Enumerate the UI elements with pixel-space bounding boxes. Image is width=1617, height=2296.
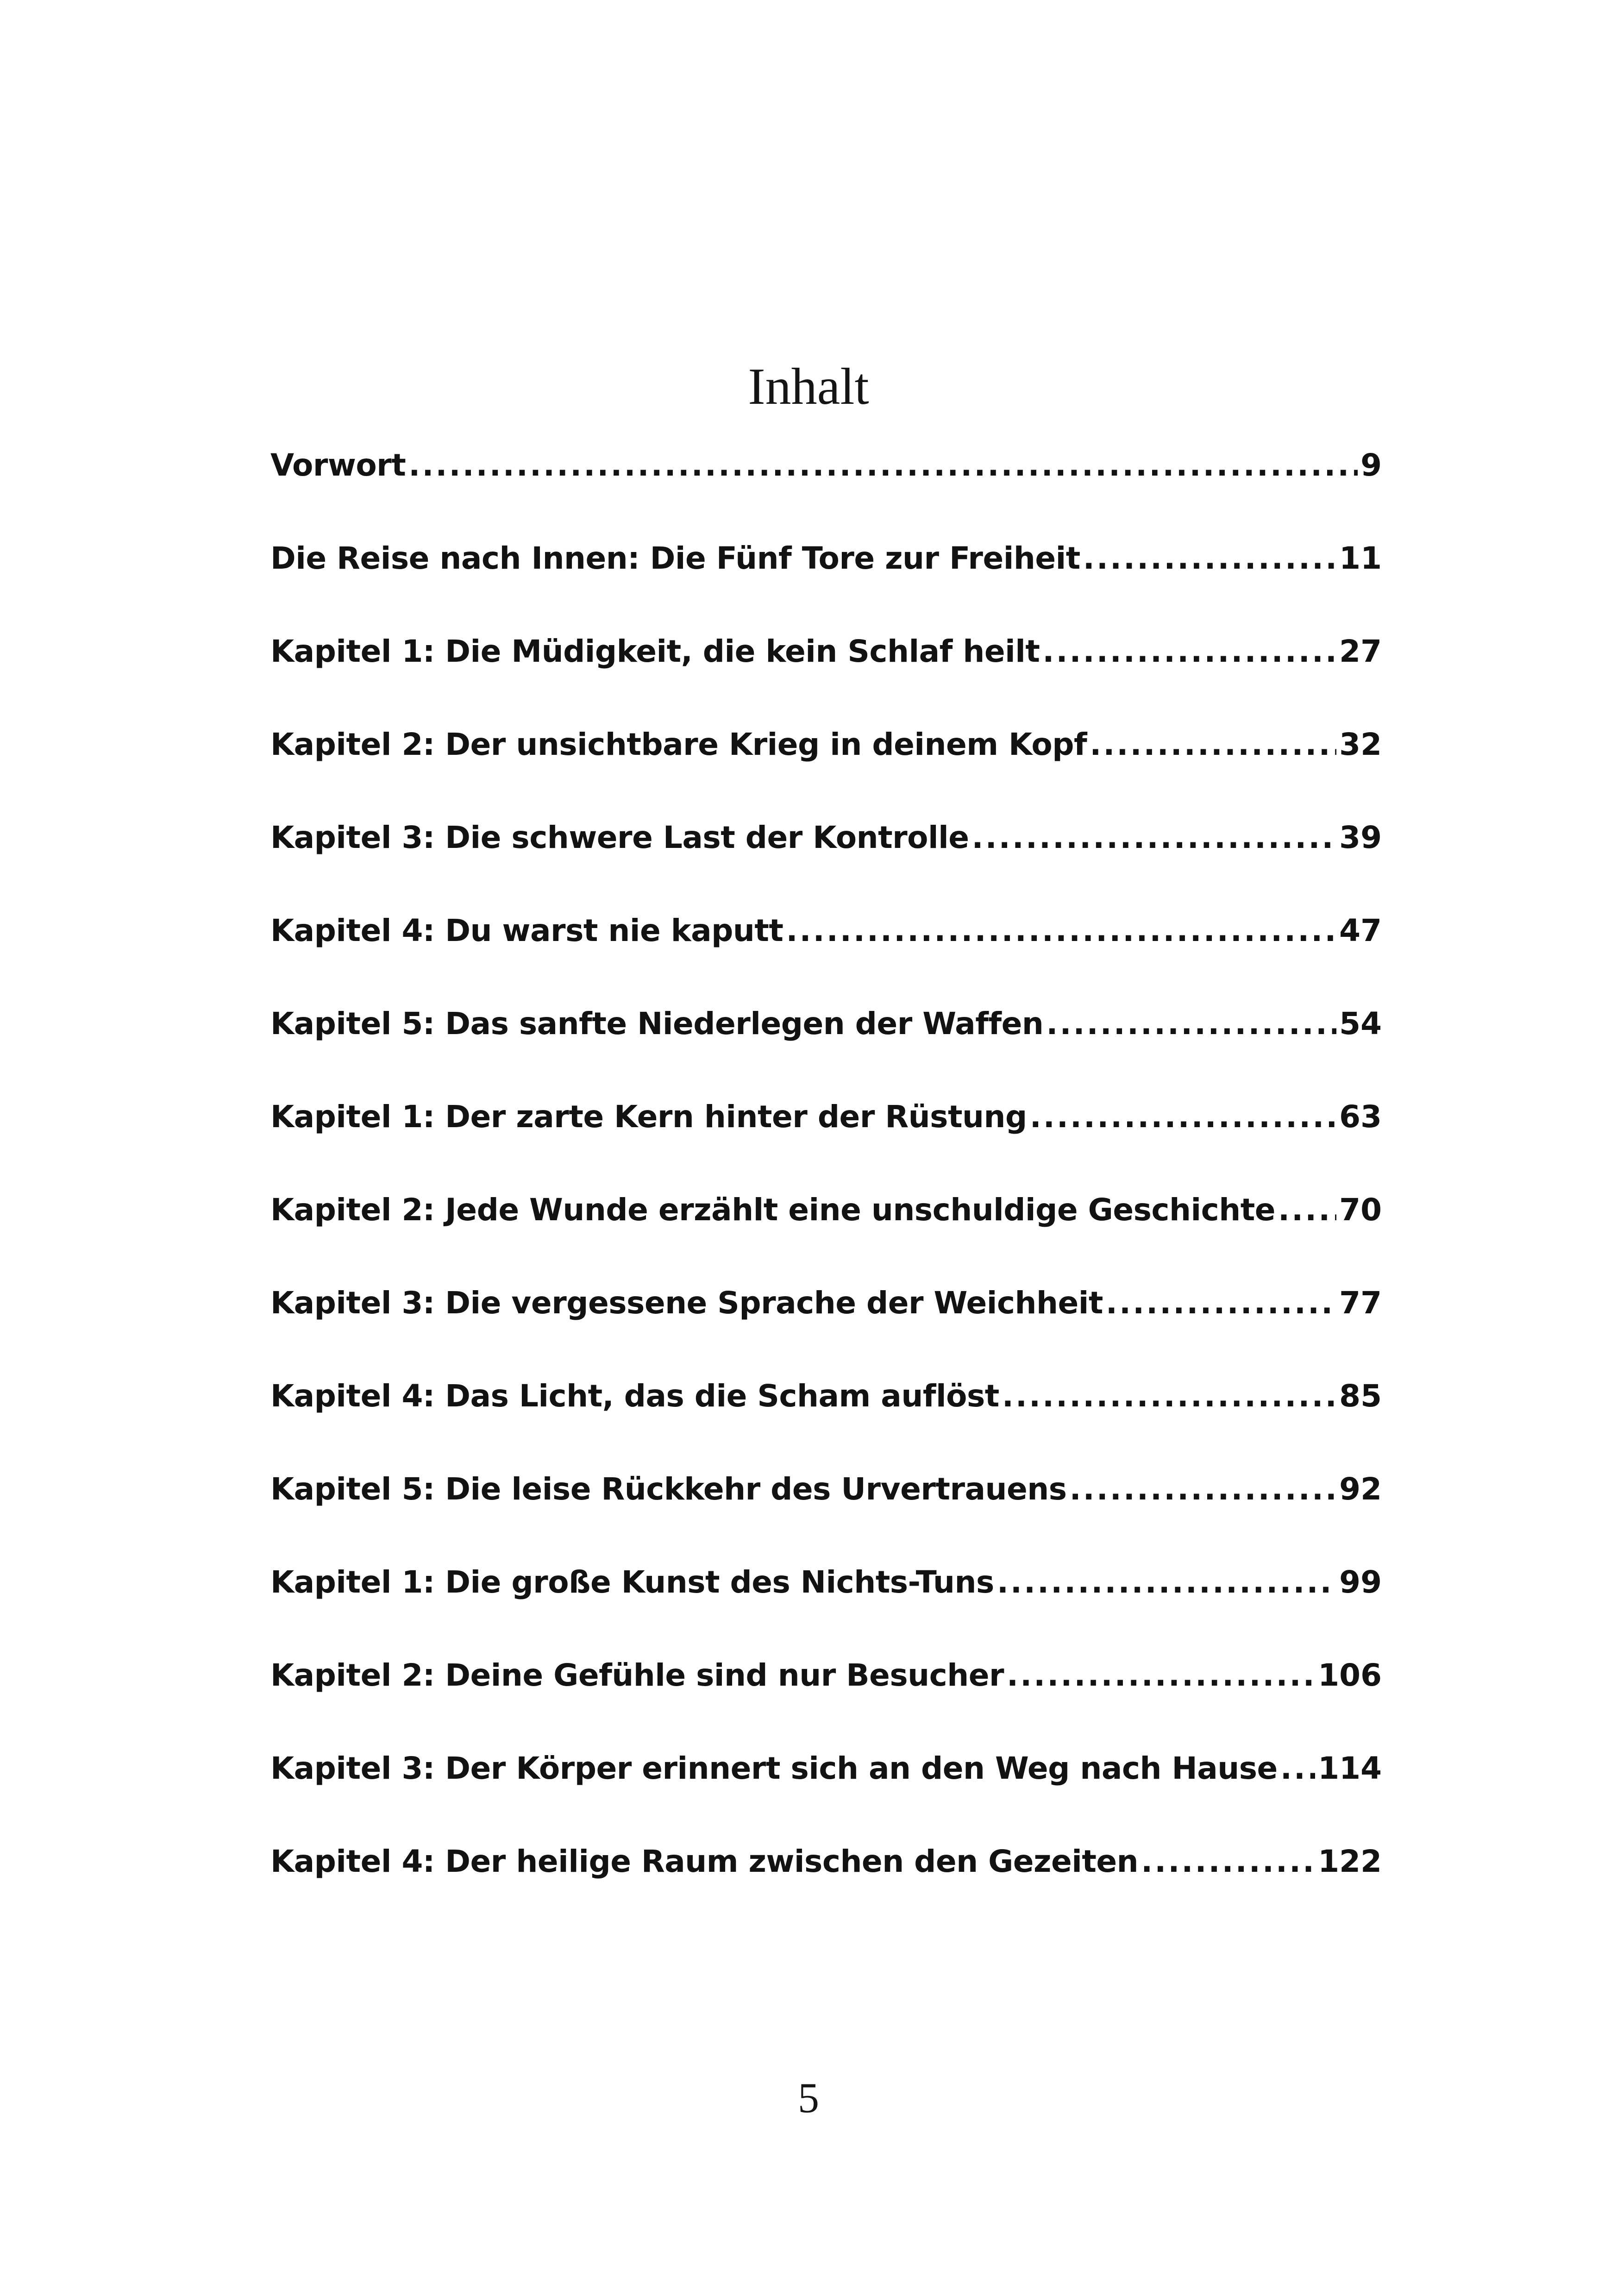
toc-entry[interactable] bbox=[270, 440, 1382, 533]
toc-entry-label: Kapitel 1: Die große Kunst des Nichts-Tuns bbox=[270, 1564, 994, 1600]
toc-entry[interactable] bbox=[270, 812, 1382, 905]
toc-entry-label: Vorwort bbox=[270, 447, 406, 483]
toc-entry[interactable] bbox=[270, 1371, 1382, 1464]
toc-entry-page-number: 11 bbox=[1339, 540, 1382, 576]
toc-entry[interactable] bbox=[270, 1743, 1382, 1836]
toc-entry-page-number: 85 bbox=[1339, 1378, 1382, 1414]
toc-entry-label: Kapitel 2: Der unsichtbare Krieg in deinem Kopf bbox=[270, 727, 1087, 762]
toc-entry-label: Kapitel 1: Der zarte Kern hinter der Rüstung bbox=[270, 1099, 1027, 1135]
toc-dot-leader bbox=[1106, 1278, 1336, 1329]
toc-entry-label: Kapitel 3: Der Körper erinnert sich an den Weg nach Hause bbox=[270, 1750, 1278, 1786]
toc-dot-leader bbox=[408, 440, 1358, 491]
toc-entry[interactable] bbox=[270, 1185, 1382, 1278]
page-title: Inhalt bbox=[748, 358, 869, 416]
toc-entry-page-number: 92 bbox=[1339, 1471, 1382, 1507]
toc-dot-leader bbox=[1046, 998, 1336, 1049]
toc-dot-leader bbox=[1002, 1371, 1336, 1422]
toc-entry[interactable] bbox=[270, 1557, 1382, 1650]
toc-entry[interactable] bbox=[270, 1092, 1382, 1185]
toc-entry-page-number: 70 bbox=[1339, 1192, 1382, 1228]
toc-dot-leader bbox=[1083, 533, 1336, 584]
toc-dot-leader bbox=[1042, 626, 1336, 677]
toc-entry-page-number: 39 bbox=[1339, 820, 1382, 855]
toc-entry[interactable] bbox=[270, 1836, 1382, 1929]
toc-dot-leader bbox=[1030, 1092, 1336, 1142]
toc-dot-leader bbox=[786, 905, 1336, 956]
toc-entry-page-number: 122 bbox=[1318, 1844, 1382, 1879]
toc-entry-page-number: 63 bbox=[1339, 1099, 1382, 1135]
toc-dot-leader bbox=[1280, 1743, 1315, 1794]
toc-entry-label: Kapitel 5: Das sanfte Niederlegen der Waffen bbox=[270, 1006, 1044, 1041]
toc-entry-page-number: 106 bbox=[1318, 1657, 1382, 1693]
toc-entry-label: Kapitel 5: Die leise Rückkehr des Urvertrauens bbox=[270, 1471, 1067, 1507]
toc-entry[interactable] bbox=[270, 1278, 1382, 1371]
toc-dot-leader bbox=[1141, 1836, 1315, 1887]
toc-dot-leader bbox=[1070, 1464, 1337, 1515]
page-number: 5 bbox=[798, 2074, 819, 2121]
toc-entry-label: Kapitel 4: Du warst nie kaputt bbox=[270, 913, 783, 948]
toc-dot-leader bbox=[997, 1557, 1336, 1608]
table-of-contents bbox=[270, 440, 1382, 1929]
toc-entry-page-number: 47 bbox=[1339, 913, 1382, 948]
toc-entry[interactable] bbox=[270, 1464, 1382, 1557]
toc-entry-label: Kapitel 2: Deine Gefühle sind nur Besucher bbox=[270, 1657, 1004, 1693]
toc-dot-leader bbox=[1007, 1650, 1315, 1701]
toc-entry-label: Kapitel 3: Die schwere Last der Kontrolle bbox=[270, 820, 969, 855]
toc-entry-page-number: 99 bbox=[1339, 1564, 1382, 1600]
toc-entry[interactable] bbox=[270, 998, 1382, 1092]
toc-entry[interactable] bbox=[270, 1650, 1382, 1743]
toc-dot-leader bbox=[1278, 1185, 1336, 1236]
toc-entry[interactable] bbox=[270, 905, 1382, 998]
toc-dot-leader bbox=[1090, 719, 1336, 770]
toc-entry-page-number: 114 bbox=[1318, 1750, 1382, 1786]
toc-dot-leader bbox=[972, 812, 1337, 863]
toc-entry-page-number: 27 bbox=[1339, 634, 1382, 669]
toc-entry-page-number: 54 bbox=[1339, 1006, 1382, 1041]
toc-entry-label: Kapitel 4: Der heilige Raum zwischen den Gezeiten bbox=[270, 1844, 1139, 1879]
toc-entry-label: Kapitel 4: Das Licht, das die Scham auflöst bbox=[270, 1378, 999, 1414]
toc-entry-page-number: 77 bbox=[1339, 1285, 1382, 1321]
toc-entry[interactable] bbox=[270, 719, 1382, 812]
toc-entry[interactable] bbox=[270, 533, 1382, 626]
toc-entry[interactable] bbox=[270, 626, 1382, 719]
toc-entry-label: Kapitel 2: Jede Wunde erzählt eine unschuldige Geschichte bbox=[270, 1192, 1276, 1228]
toc-entry-label: Kapitel 1: Die Müdigkeit, die kein Schlaf heilt bbox=[270, 634, 1040, 669]
toc-entry-label: Kapitel 3: Die vergessene Sprache der Weichheit bbox=[270, 1285, 1103, 1321]
toc-entry-page-number: 9 bbox=[1360, 447, 1382, 483]
toc-entry-page-number: 32 bbox=[1339, 727, 1382, 762]
toc-entry-label: Die Reise nach Innen: Die Fünf Tore zur Freiheit bbox=[270, 540, 1080, 576]
